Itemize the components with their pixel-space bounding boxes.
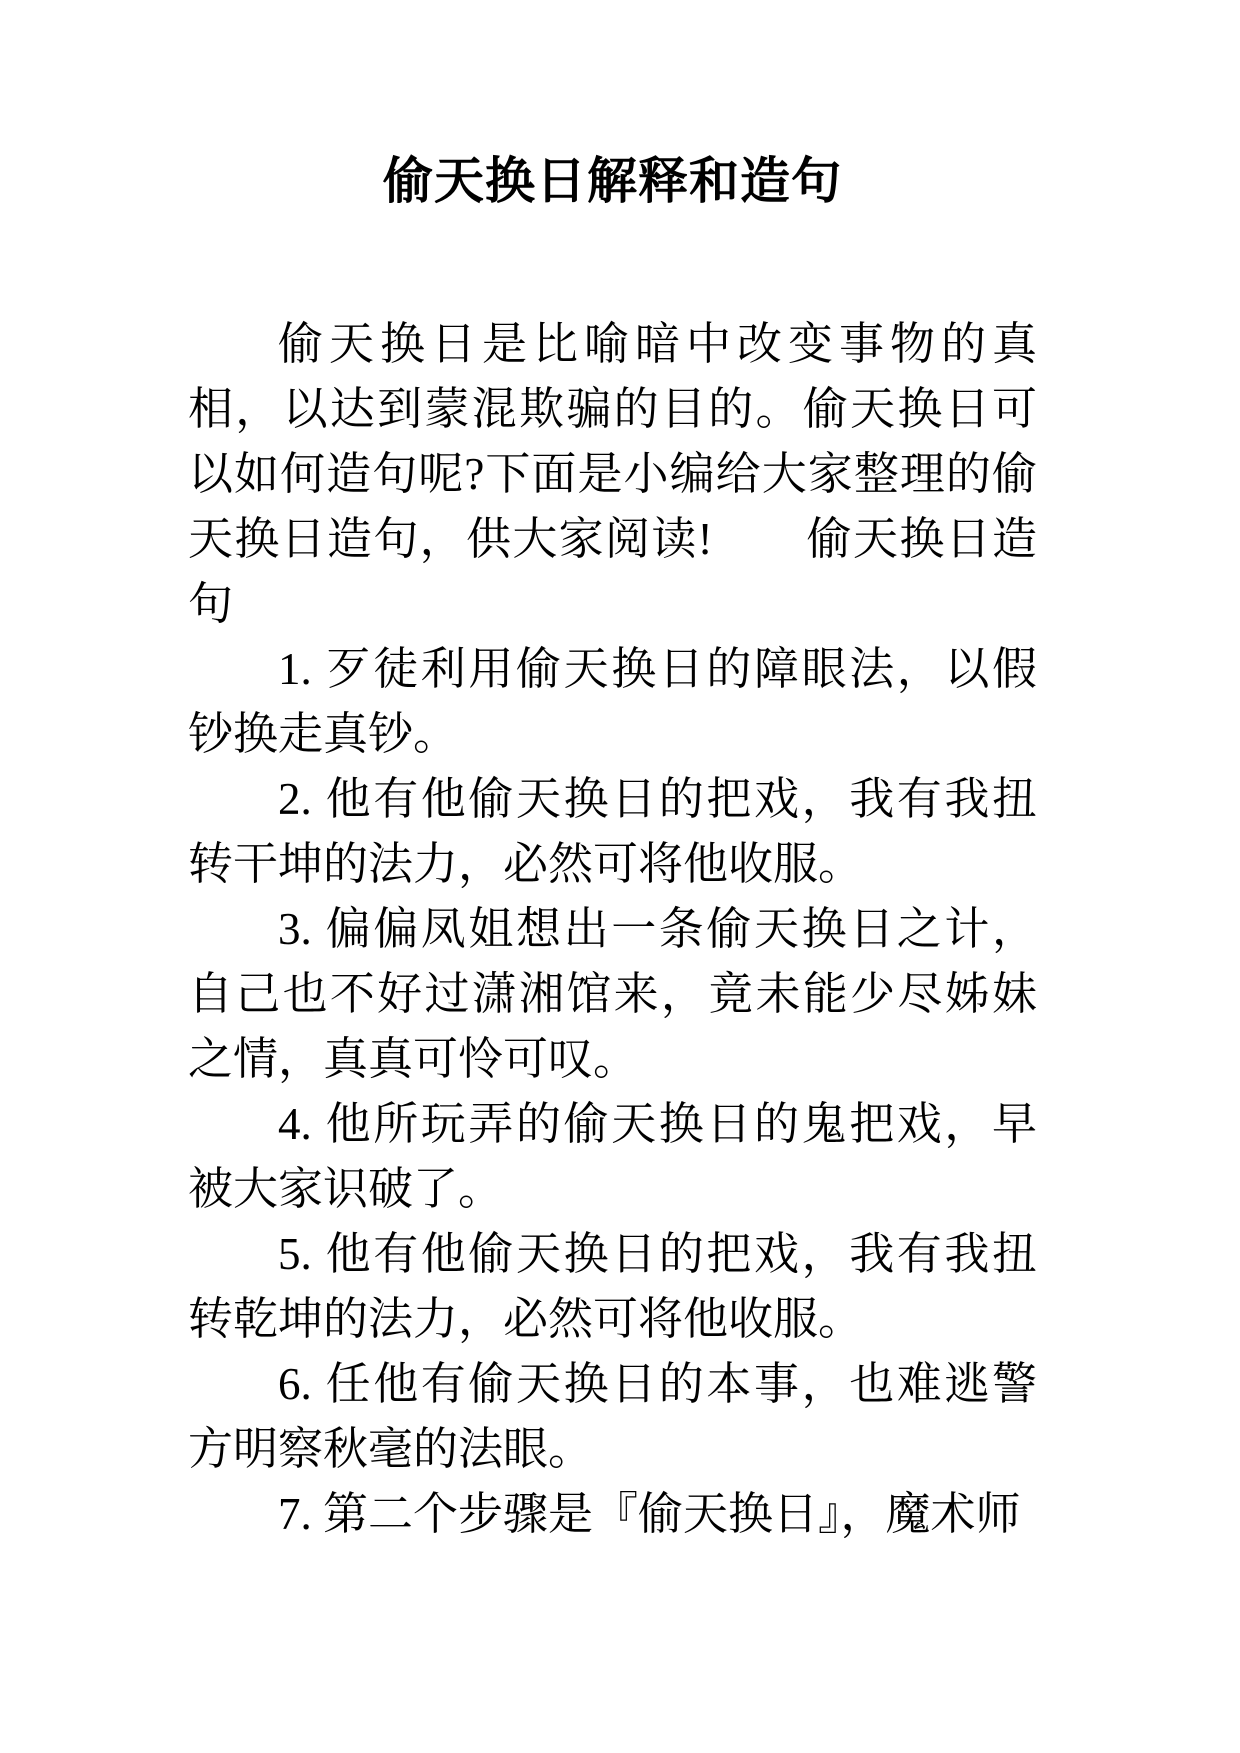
example-sentence-7: 7. 第二个步骤是『偷天换日』，魔术师: [278, 1489, 1021, 1539]
document-body: [188, 312, 1037, 1547]
intro-paragraph: 偷天换日是比喻暗中改变事物的真相，以达到蒙混欺骗的目的。偷天换日可以如何造句呢?下面是小编给大家整理的偷天换日造句，供大家阅读! 偷天换日造句: [188, 319, 1037, 629]
example-sentence-2: 2. 他有他偷天换日的把戏，我有我扭转干坤的法力，必然可将他收服。: [188, 774, 1037, 889]
example-sentence-5: 5. 他有他偷天换日的把戏，我有我扭转乾坤的法力，必然可将他收服。: [188, 1229, 1037, 1344]
example-sentence-3: 3. 偏偏凤姐想出一条偷天换日之计，自己也不好过潇湘馆来，竟未能少尽姊妹之情，真真可怜可叹。: [188, 904, 1037, 1084]
document-title: 偷天换日解释和造句: [383, 153, 842, 209]
example-sentence-6: 6. 任他有偷天换日的本事，也难逃警方明察秋毫的法眼。: [188, 1359, 1037, 1474]
example-sentence-4: 4. 他所玩弄的偷天换日的鬼把戏，早被大家识破了。: [188, 1099, 1037, 1214]
example-sentence-1: 1. 歹徒利用偷天换日的障眼法，以假钞换走真钞。: [188, 644, 1037, 759]
